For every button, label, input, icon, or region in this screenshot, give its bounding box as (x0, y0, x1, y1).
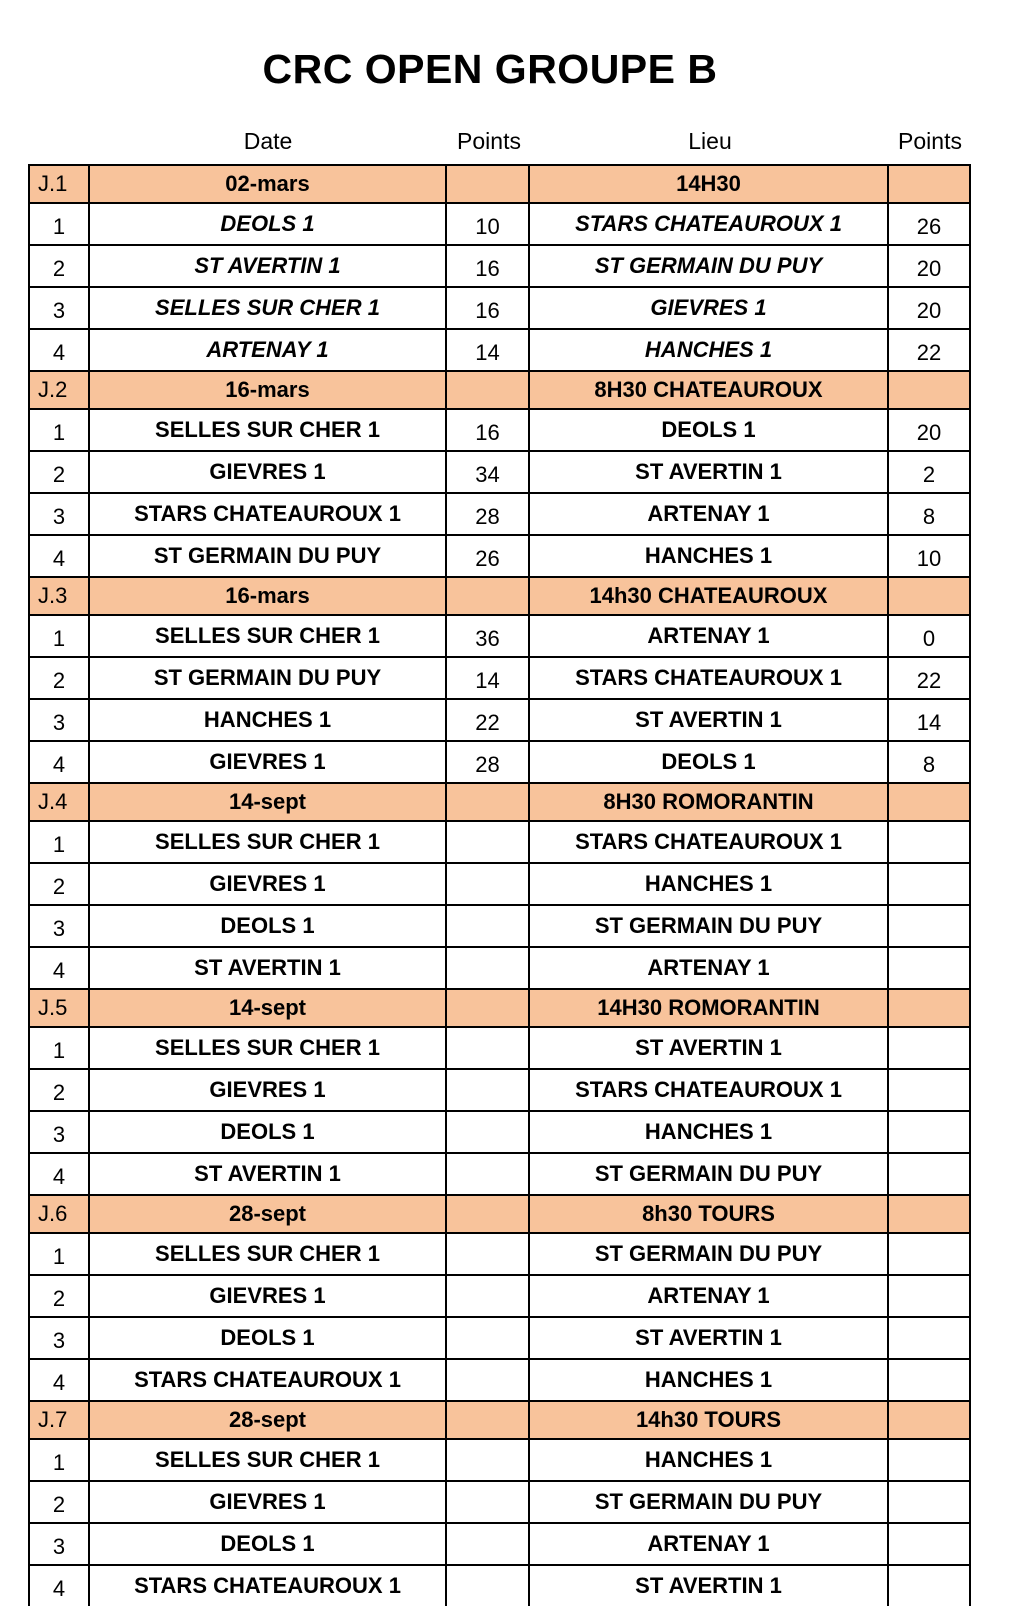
away-team: ARTENAY 1 (529, 493, 888, 535)
round-lieu: 14h30 CHATEAUROUX (529, 577, 888, 615)
away-team: ARTENAY 1 (529, 947, 888, 989)
match-number: 1 (29, 1233, 89, 1275)
away-team: STARS CHATEAUROUX 1 (529, 821, 888, 863)
away-points (888, 1565, 970, 1606)
home-points: 26 (446, 535, 529, 577)
away-points (888, 863, 970, 905)
match-number: 4 (29, 1359, 89, 1401)
round-empty-cell (888, 1401, 970, 1439)
home-team: SELLES SUR CHER 1 (89, 821, 446, 863)
away-points (888, 1233, 970, 1275)
round-date: 16-mars (89, 371, 446, 409)
home-points (446, 1523, 529, 1565)
round-empty-cell (446, 165, 529, 203)
match-row (29, 905, 970, 947)
match-row (29, 1111, 970, 1153)
round-empty-cell (446, 371, 529, 409)
round-header-row (29, 577, 970, 615)
home-team: ST AVERTIN 1 (89, 947, 446, 989)
home-team: ST GERMAIN DU PUY (89, 535, 446, 577)
home-points (446, 821, 529, 863)
away-points: 0 (888, 615, 970, 657)
home-team: STARS CHATEAUROUX 1 (89, 1565, 446, 1606)
home-points (446, 1069, 529, 1111)
match-number: 2 (29, 245, 89, 287)
match-number: 3 (29, 1317, 89, 1359)
round-label: J.1 (29, 165, 89, 203)
away-points (888, 1153, 970, 1195)
away-team: HANCHES 1 (529, 1111, 888, 1153)
away-points (888, 1027, 970, 1069)
round-header-row (29, 371, 970, 409)
match-number: 1 (29, 203, 89, 245)
away-team: ST AVERTIN 1 (529, 699, 888, 741)
home-team: ARTENAY 1 (89, 329, 446, 371)
home-team: DEOLS 1 (89, 203, 446, 245)
match-number: 4 (29, 1565, 89, 1606)
match-row (29, 1523, 970, 1565)
match-row (29, 493, 970, 535)
match-row (29, 947, 970, 989)
column-header-lieu: Lieu (688, 128, 732, 154)
home-team: SELLES SUR CHER 1 (89, 287, 446, 329)
round-empty-cell (888, 783, 970, 821)
home-points: 22 (446, 699, 529, 741)
column-header-date: Date (243, 128, 293, 154)
match-number: 3 (29, 905, 89, 947)
home-points: 36 (446, 615, 529, 657)
round-lieu: 14h30 TOURS (529, 1401, 888, 1439)
home-team: DEOLS 1 (89, 1523, 446, 1565)
home-team: ST AVERTIN 1 (89, 1153, 446, 1195)
match-row (29, 1153, 970, 1195)
match-row (29, 1317, 970, 1359)
match-row (29, 657, 970, 699)
home-team: GIEVRES 1 (89, 1069, 446, 1111)
round-lieu: 14H30 (529, 165, 888, 203)
home-team: SELLES SUR CHER 1 (89, 615, 446, 657)
home-points: 28 (446, 741, 529, 783)
home-points: 16 (446, 245, 529, 287)
home-points (446, 1439, 529, 1481)
round-empty-cell (888, 1195, 970, 1233)
away-team: GIEVRES 1 (529, 287, 888, 329)
round-empty-cell (888, 371, 970, 409)
round-header-row (29, 1401, 970, 1439)
round-empty-cell (446, 783, 529, 821)
home-points: 14 (446, 329, 529, 371)
home-points (446, 1233, 529, 1275)
match-row (29, 451, 970, 493)
match-row (29, 741, 970, 783)
away-team: STARS CHATEAUROUX 1 (529, 1069, 888, 1111)
away-points: 20 (888, 409, 970, 451)
column-header-points-home: Points (457, 128, 521, 154)
match-number: 1 (29, 409, 89, 451)
match-number: 2 (29, 863, 89, 905)
match-row (29, 535, 970, 577)
match-number: 1 (29, 1027, 89, 1069)
away-team: ST GERMAIN DU PUY (529, 905, 888, 947)
round-empty-cell (888, 165, 970, 203)
home-team: SELLES SUR CHER 1 (89, 409, 446, 451)
home-team: SELLES SUR CHER 1 (89, 1439, 446, 1481)
home-points (446, 863, 529, 905)
match-number: 4 (29, 535, 89, 577)
away-points: 26 (888, 203, 970, 245)
round-date: 16-mars (89, 577, 446, 615)
match-number: 2 (29, 451, 89, 493)
round-date: 28-sept (89, 1195, 446, 1233)
away-team: ST GERMAIN DU PUY (529, 1481, 888, 1523)
away-team: ST AVERTIN 1 (529, 1565, 888, 1606)
match-row (29, 1275, 970, 1317)
home-team: DEOLS 1 (89, 1317, 446, 1359)
home-points: 28 (446, 493, 529, 535)
match-row (29, 699, 970, 741)
away-points (888, 821, 970, 863)
match-row (29, 863, 970, 905)
away-points (888, 1069, 970, 1111)
round-header-row (29, 989, 970, 1027)
home-team: ST GERMAIN DU PUY (89, 657, 446, 699)
home-points (446, 947, 529, 989)
match-row (29, 1439, 970, 1481)
home-team: STARS CHATEAUROUX 1 (89, 493, 446, 535)
away-points (888, 1523, 970, 1565)
away-points: 22 (888, 329, 970, 371)
home-team: STARS CHATEAUROUX 1 (89, 1359, 446, 1401)
away-points (888, 1439, 970, 1481)
away-team: STARS CHATEAUROUX 1 (529, 203, 888, 245)
home-points (446, 1481, 529, 1523)
home-team: HANCHES 1 (89, 699, 446, 741)
page-title: CRC OPEN GROUPE B (262, 46, 718, 92)
home-points (446, 905, 529, 947)
match-number: 3 (29, 1523, 89, 1565)
away-team: ST AVERTIN 1 (529, 1027, 888, 1069)
round-empty-cell (888, 577, 970, 615)
match-number: 3 (29, 699, 89, 741)
home-points (446, 1111, 529, 1153)
away-team: HANCHES 1 (529, 329, 888, 371)
away-team: HANCHES 1 (529, 535, 888, 577)
away-team: ARTENAY 1 (529, 615, 888, 657)
match-number: 3 (29, 287, 89, 329)
round-empty-cell (446, 577, 529, 615)
away-team: STARS CHATEAUROUX 1 (529, 657, 888, 699)
away-points: 20 (888, 287, 970, 329)
match-row (29, 1565, 970, 1606)
away-points: 2 (888, 451, 970, 493)
away-team: HANCHES 1 (529, 1359, 888, 1401)
away-team: ARTENAY 1 (529, 1275, 888, 1317)
home-points (446, 1359, 529, 1401)
round-date: 28-sept (89, 1401, 446, 1439)
away-points (888, 947, 970, 989)
match-row (29, 329, 970, 371)
home-points: 16 (446, 287, 529, 329)
away-team: ST GERMAIN DU PUY (529, 1233, 888, 1275)
match-number: 1 (29, 1439, 89, 1481)
match-number: 2 (29, 657, 89, 699)
round-lieu: 8H30 CHATEAUROUX (529, 371, 888, 409)
match-number: 3 (29, 493, 89, 535)
home-team: DEOLS 1 (89, 1111, 446, 1153)
away-team: ARTENAY 1 (529, 1523, 888, 1565)
away-points: 8 (888, 741, 970, 783)
away-team: ST AVERTIN 1 (529, 451, 888, 493)
round-header-row (29, 1195, 970, 1233)
away-team: DEOLS 1 (529, 409, 888, 451)
round-empty-cell (888, 989, 970, 1027)
away-points (888, 905, 970, 947)
match-number: 4 (29, 329, 89, 371)
away-points (888, 1111, 970, 1153)
match-number: 2 (29, 1275, 89, 1317)
home-team: GIEVRES 1 (89, 741, 446, 783)
round-label: J.6 (29, 1195, 89, 1233)
away-points (888, 1481, 970, 1523)
away-team: ST AVERTIN 1 (529, 1317, 888, 1359)
away-team: HANCHES 1 (529, 1439, 888, 1481)
away-team: ST GERMAIN DU PUY (529, 1153, 888, 1195)
away-team: DEOLS 1 (529, 741, 888, 783)
match-row (29, 821, 970, 863)
away-team: ST GERMAIN DU PUY (529, 245, 888, 287)
home-team: DEOLS 1 (89, 905, 446, 947)
away-points: 10 (888, 535, 970, 577)
home-team: SELLES SUR CHER 1 (89, 1027, 446, 1069)
match-row (29, 1359, 970, 1401)
home-team: GIEVRES 1 (89, 1275, 446, 1317)
match-number: 2 (29, 1069, 89, 1111)
away-points (888, 1275, 970, 1317)
match-row (29, 1069, 970, 1111)
schedule-table (28, 164, 971, 1606)
round-label: J.3 (29, 577, 89, 615)
round-empty-cell (446, 989, 529, 1027)
match-number: 3 (29, 1111, 89, 1153)
match-row (29, 615, 970, 657)
away-points: 8 (888, 493, 970, 535)
home-points: 34 (446, 451, 529, 493)
match-row (29, 409, 970, 451)
match-row (29, 245, 970, 287)
round-date: 14-sept (89, 989, 446, 1027)
match-row (29, 287, 970, 329)
round-label: J.4 (29, 783, 89, 821)
home-team: ST AVERTIN 1 (89, 245, 446, 287)
round-header-row (29, 783, 970, 821)
match-row (29, 203, 970, 245)
away-points (888, 1317, 970, 1359)
home-points (446, 1565, 529, 1606)
column-header-points-away: Points (898, 128, 962, 154)
match-row (29, 1027, 970, 1069)
home-points: 10 (446, 203, 529, 245)
match-number: 1 (29, 615, 89, 657)
away-points (888, 1359, 970, 1401)
match-number: 4 (29, 1153, 89, 1195)
round-date: 02-mars (89, 165, 446, 203)
home-team: GIEVRES 1 (89, 451, 446, 493)
round-empty-cell (446, 1401, 529, 1439)
round-label: J.2 (29, 371, 89, 409)
match-number: 4 (29, 947, 89, 989)
away-team: HANCHES 1 (529, 863, 888, 905)
round-date: 14-sept (89, 783, 446, 821)
match-row (29, 1481, 970, 1523)
round-header-row (29, 165, 970, 203)
home-team: GIEVRES 1 (89, 863, 446, 905)
round-label: J.5 (29, 989, 89, 1027)
round-empty-cell (446, 1195, 529, 1233)
home-points (446, 1027, 529, 1069)
away-points: 22 (888, 657, 970, 699)
match-number: 1 (29, 821, 89, 863)
home-points (446, 1275, 529, 1317)
away-points: 20 (888, 245, 970, 287)
round-lieu: 8H30 ROMORANTIN (529, 783, 888, 821)
home-points (446, 1317, 529, 1359)
home-points (446, 1153, 529, 1195)
home-points: 14 (446, 657, 529, 699)
away-points: 14 (888, 699, 970, 741)
round-lieu: 8h30 TOURS (529, 1195, 888, 1233)
home-team: SELLES SUR CHER 1 (89, 1233, 446, 1275)
round-lieu: 14H30 ROMORANTIN (529, 989, 888, 1027)
match-number: 4 (29, 741, 89, 783)
home-team: GIEVRES 1 (89, 1481, 446, 1523)
home-points: 16 (446, 409, 529, 451)
match-number: 2 (29, 1481, 89, 1523)
match-row (29, 1233, 970, 1275)
round-label: J.7 (29, 1401, 89, 1439)
